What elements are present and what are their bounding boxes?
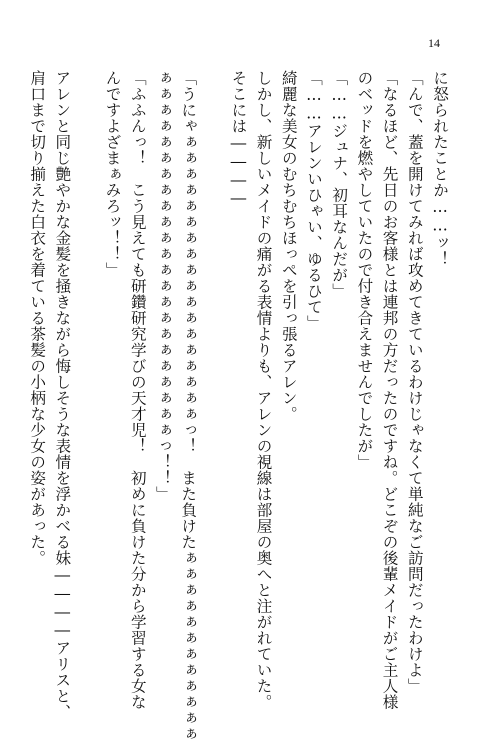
paragraph-gap: [74, 70, 99, 670]
text-line-4: のベッドを燃やしていたので付き合えませんでしたが」: [355, 70, 374, 470]
text-line-1: に怒られたことか……ッ！: [431, 70, 449, 267]
paragraph-gap: [200, 70, 225, 670]
text-line-11: ぁぁぁぁぁぁぁぁぁぁぁぁぁぁぁぁぁぁぁぁぁぁぁっ！！」: [153, 70, 172, 502]
text-line-7: 綺麗な美女のむちむちほっぺを引っ張るアレン。: [279, 70, 298, 422]
text-line-12: 「ふふんっ！ こう見えても研鑽研究学びの天才児！ 初めに負けた分から学習する女な: [128, 70, 147, 710]
text-line-2: 「んで、蓋を開けてみれば攻めてきているわけじゃなくて単純なご訪問だったわけよ」: [405, 70, 424, 694]
novel-text-column-block: [24, 70, 452, 742]
text-line-8: しかし、新しいメイドの痛がる表情よりも、アレンの視線は部屋の奥へと注がれていた。: [254, 70, 273, 710]
text-line-14: アレンと同じ艶やかな金髪を掻きながら悔しそうな表情を浮かべる妹――――アリスと、: [53, 70, 72, 720]
text-line-3: 「なるほど、先日のお客様とは連邦の方だったのですね。どこぞの後輩メイドがご主人様: [380, 70, 399, 710]
text-line-13: んですよざまぁみろッ！！」: [103, 70, 122, 278]
text-line-10: 「うにゃぁぁぁぁぁぁぁぁぁぁぁぁぁぁぁぁぁぁっ！ また負けたぁぁぁぁぁぁぁぁぁぁぁぁ: [179, 70, 198, 742]
text-line-15: 肩口まで切り揃えた白衣を着ている茶髪の小柄な少女の姿があった。: [28, 70, 47, 566]
text-line-6: 「……アレンいひゃい、ゆるひて」: [304, 70, 323, 331]
text-line-9: そこには――――: [229, 70, 248, 208]
text-line-5: 「……ジュナ、初耳なんだが」: [330, 70, 349, 299]
page-number: 14: [428, 36, 440, 50]
